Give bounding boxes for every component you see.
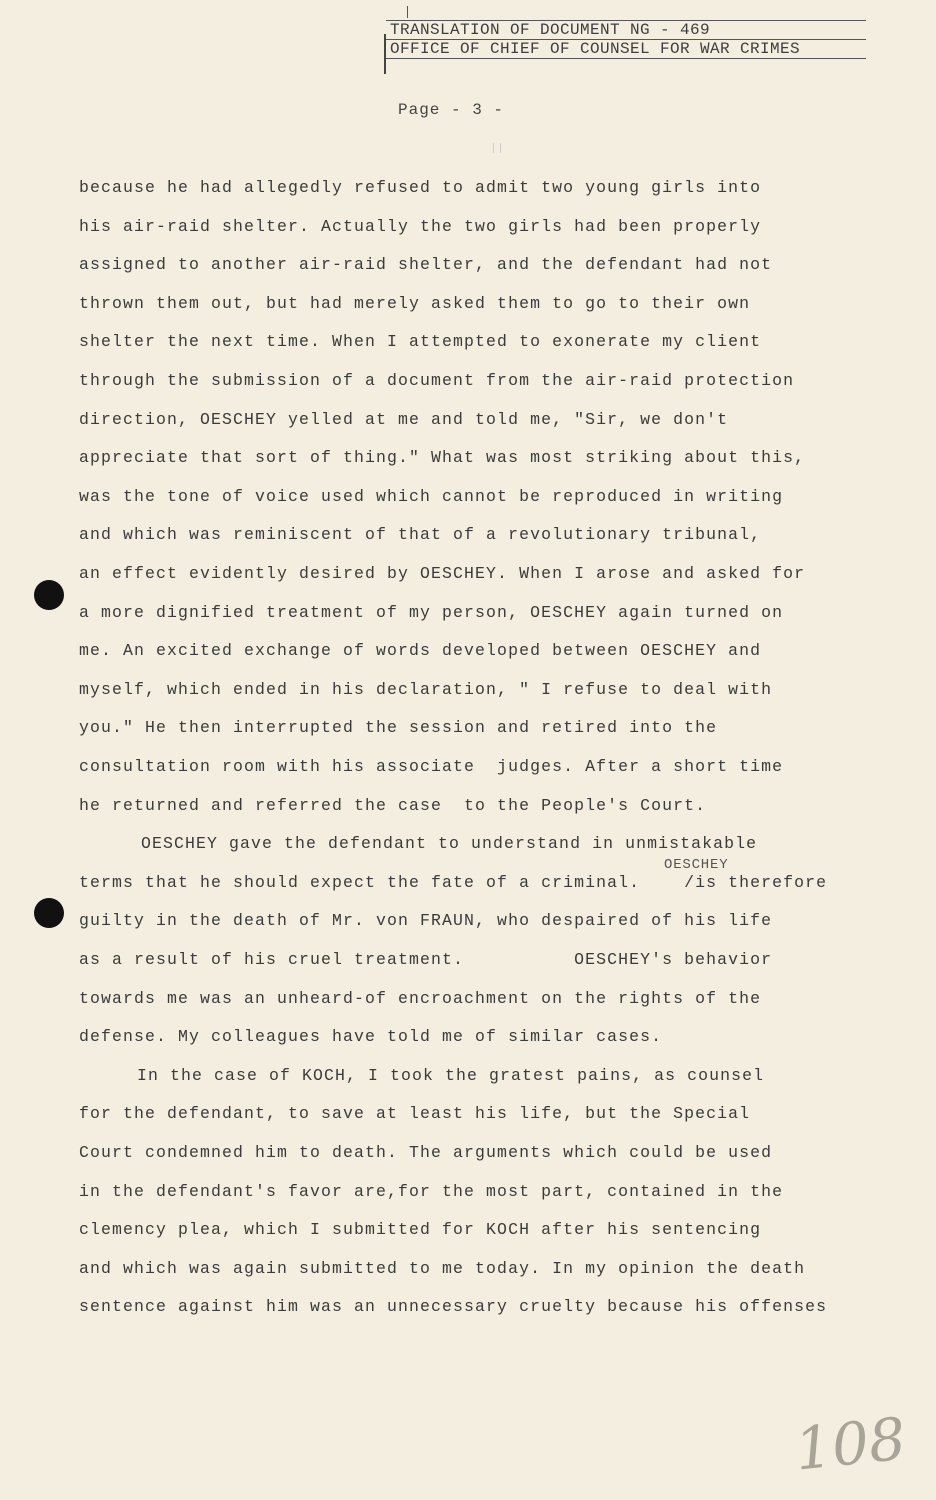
text-line: thrown them out, but had merely asked them to go to their own — [79, 293, 751, 313]
text-line: clemency plea, which I submitted for KOCH after his sentencing — [79, 1220, 762, 1240]
text-line: shelter the next time. When I attempted to exonerate my client — [79, 332, 762, 352]
interlinear-insert: OESCHEY — [664, 857, 729, 873]
text-line: as a result of his cruel treatment. OESCHEY's behavior — [79, 950, 773, 969]
document-header — [386, 20, 866, 59]
handwritten-page-number: 108 — [791, 1404, 909, 1484]
punch-hole — [34, 898, 64, 928]
text-line: his air-raid shelter. Actually the two girls had been properly — [79, 216, 762, 236]
ink-smudge — [493, 143, 501, 153]
header-tick-mark — [407, 6, 408, 18]
text-line: defense. My colleagues have told me of similar cases. — [79, 1027, 663, 1047]
text-line: myself, which ended in his declaration, " I refuse to deal with — [79, 679, 773, 699]
header-margin-bar — [384, 34, 386, 74]
text-line: an effect evidently desired by OESCHEY. When I arose and asked for — [79, 564, 806, 583]
paragraph-start-line: In the case of KOCH, I took the gratest pains, as counsel — [137, 1065, 765, 1085]
paragraph-start-line: OESCHEY gave the defendant to understand in unmistakable — [141, 834, 758, 854]
page-number: Page - 3 - — [398, 101, 505, 119]
text-line: direction, OESCHEY yelled at me and told me, "Sir, we don't — [79, 409, 729, 429]
text-line: towards me was an unheard-of encroachment on the rights of the — [79, 988, 762, 1008]
text-line: in the defendant's favor are,for the most part, contained in the — [79, 1181, 784, 1201]
text-line: through the submission of a document from the air-raid protection — [79, 371, 795, 390]
text-line: Court condemned him to death. The arguments which could be used — [79, 1143, 773, 1162]
punch-hole — [34, 580, 64, 610]
text-line: and which was reminiscent of that of a revolutionary tribunal, — [79, 525, 762, 545]
text-line: and which was again submitted to me today. In my opinion the death — [79, 1258, 806, 1278]
text-line: he returned and referred the case to the People's Court. — [79, 795, 707, 815]
text-line: you." He then interrupted the session and retired into the — [79, 718, 718, 738]
text-line: was the tone of voice used which cannot be reproduced in writing — [79, 486, 784, 506]
text-line: for the defendant, to save at least his life, but the Special — [79, 1104, 751, 1124]
text-line: me. An excited exchange of words developed between OESCHEY and — [79, 641, 762, 661]
text-line: appreciate that sort of thing." What was most striking about this, — [79, 448, 806, 468]
text-line: guilty in the death of Mr. von FRAUN, who despaired of his life — [79, 911, 773, 931]
text-line: assigned to another air-raid shelter, and the defendant had not — [79, 255, 773, 275]
translation-title: TRANSLATION OF DOCUMENT NG - 469 — [386, 20, 866, 40]
office-title: OFFICE OF CHIEF OF COUNSEL FOR WAR CRIMES — [386, 40, 866, 59]
text-line: consultation room with his associate judges. After a short time — [79, 757, 784, 776]
text-line: sentence against him was an unnecessary cruelty because his offenses — [79, 1297, 828, 1317]
text-line: terms that he should expect the fate of a criminal. /is therefore — [79, 872, 828, 892]
text-line: a more dignified treatment of my person, OESCHEY again turned on — [79, 602, 784, 622]
text-line: because he had allegedly refused to admit two young girls into — [79, 178, 762, 197]
